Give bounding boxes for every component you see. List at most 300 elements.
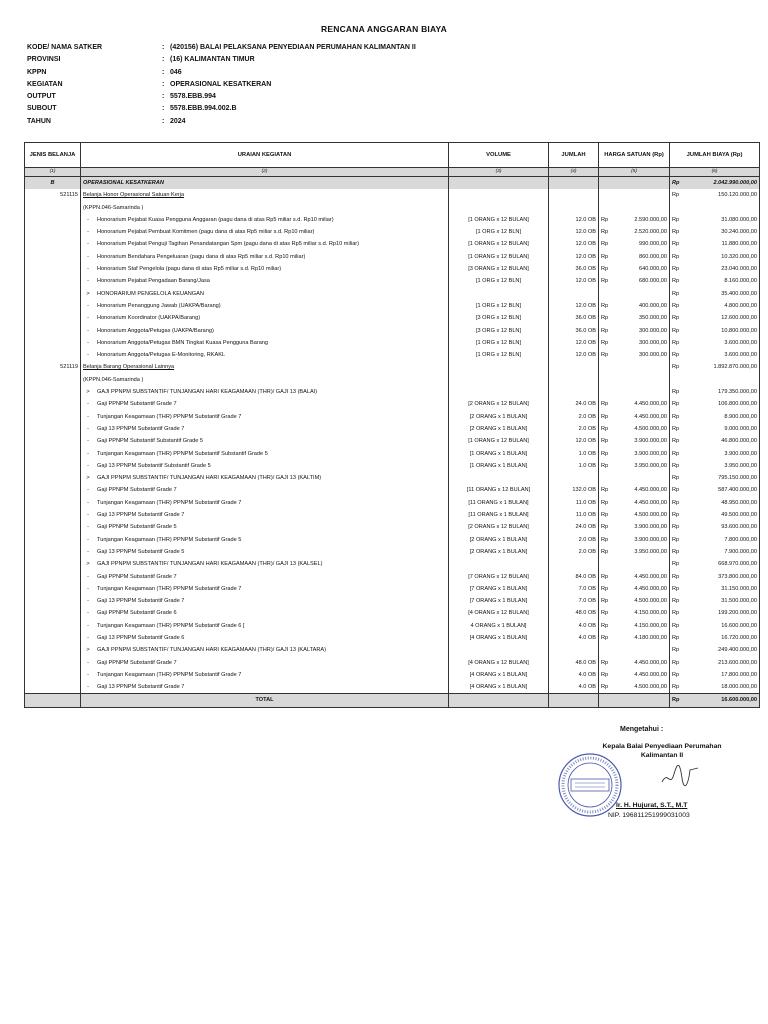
row-marker: > [86, 561, 90, 568]
row-code [25, 411, 81, 423]
table-row [25, 595, 760, 607]
row-description: - Tunjangan Keagamaan (THR) PPNPM Substantif Grade 7 [81, 411, 449, 423]
row-volume [449, 558, 549, 570]
row-marker: - [87, 634, 89, 641]
row-total-currency: Rp [670, 251, 684, 263]
row-total: 10.320.000,00 [684, 251, 760, 263]
row-description: - Gaji PPNPM Substantif Grade 7 [81, 484, 449, 496]
row-total: 16.600.000,00 [684, 620, 760, 632]
row-description: (KPPN.046-Samarinda ) [81, 202, 449, 214]
row-quantity: 1.0 OB [549, 460, 599, 472]
row-code [25, 214, 81, 226]
row-unit-price [613, 558, 670, 570]
row-description: - Tunjangan Keagamaan (THR) PPNPM Substantif Grade 7 [81, 669, 449, 681]
row-total-currency: Rp [670, 644, 684, 656]
row-total-currency [670, 202, 684, 214]
row-volume: [4 ORANG x 12 BULAN] [449, 657, 549, 669]
row-code [25, 558, 81, 570]
row-unit-price: 4.150.000,00 [613, 620, 670, 632]
row-volume [449, 189, 549, 201]
row-description: - Honorarium Anggota/Petugas E-Monitoring, RKAKL [81, 349, 449, 361]
row-volume: [1 ORG x 12 BLN] [449, 349, 549, 361]
row-marker: > [86, 290, 90, 297]
row-unit-price: 4.450.000,00 [613, 484, 670, 496]
row-total: 3.950.000,00 [684, 460, 760, 472]
row-volume: [1 ORANG x 12 BULAN] [449, 251, 549, 263]
row-volume: [1 ORG x 12 BLN] [449, 275, 549, 287]
row-description: - Gaji 13 PPNPM Substantif Grade 7 [81, 509, 449, 521]
row-unit-price: 640.000,00 [613, 263, 670, 275]
meta-row [27, 54, 416, 66]
row-total-currency: Rp [670, 177, 684, 190]
row-marker: - [87, 229, 89, 236]
row-total-currency: Rp [670, 288, 684, 300]
row-volume [449, 202, 549, 214]
row-marker: - [87, 671, 89, 678]
row-total: 31.500.000,00 [684, 595, 760, 607]
row-price-currency: Rp [599, 214, 613, 226]
row-description: - Gaji 13 PPNPM Substantif Grade 5 [81, 546, 449, 558]
row-quantity: 12.0 OB [549, 435, 599, 447]
row-code [25, 226, 81, 238]
row-volume [449, 644, 549, 656]
row-volume: [4 ORANG x 1 BULAN] [449, 669, 549, 681]
row-description: OPERASIONAL KESATKERAN [81, 177, 449, 190]
meta-key: PROVINSI [27, 56, 61, 64]
column-number: (4) [549, 168, 599, 177]
row-description: - Gaji PPNPM Substantif Grade 7 [81, 398, 449, 410]
table-row [25, 571, 760, 583]
row-total: 48.950.000,00 [684, 497, 760, 509]
meta-colon: : [162, 117, 165, 125]
row-price-currency: Rp [599, 669, 613, 681]
row-price-currency: Rp [599, 484, 613, 496]
row-code [25, 337, 81, 349]
row-code [25, 423, 81, 435]
row-volume: [1 ORANG x 1 BULAN] [449, 448, 549, 460]
row-code [25, 497, 81, 509]
row-description: - Gaji 13 PPNPM Substantif Grade 7 [81, 681, 449, 694]
row-unit-price: 300.000,00 [613, 349, 670, 361]
row-marker: - [87, 339, 89, 346]
row-total: 1.892.870.000,00 [684, 361, 760, 373]
row-total [684, 202, 760, 214]
row-marker: - [87, 216, 89, 223]
row-description: - Honorarium Staf Pengelola (pagu dana di atas Rp5 miliar s.d. Rp10 miliar) [81, 263, 449, 275]
signer-name: Ir. H. Hujurat, S.T., M.T [616, 802, 688, 809]
row-quantity: 12.0 OB [549, 337, 599, 349]
row-price-currency [599, 288, 613, 300]
row-unit-price [613, 189, 670, 201]
row-unit-price: 350.000,00 [613, 312, 670, 324]
row-price-currency: Rp [599, 251, 613, 263]
row-total: 668.970.000,00 [684, 558, 760, 570]
row-quantity: 4.0 OB [549, 669, 599, 681]
meta-value: OPERASIONAL KESATKERAN [170, 80, 272, 88]
row-total: 11.880.000,00 [684, 238, 760, 250]
row-unit-price [613, 386, 670, 398]
row-description: - Tunjangan Keagamaan (THR) PPNPM Substantif Grade 5 [81, 534, 449, 546]
row-quantity: 7.0 OB [549, 595, 599, 607]
row-marker: - [87, 573, 89, 580]
row-volume: [2 ORANG x 1 BULAN] [449, 534, 549, 546]
row-code [25, 275, 81, 287]
row-code [25, 325, 81, 337]
row-total-currency: Rp [670, 361, 684, 373]
row-price-currency: Rp [599, 681, 613, 694]
row-volume [449, 288, 549, 300]
row-description: - Gaji PPNPM Substantif Grade 7 [81, 571, 449, 583]
table-row [25, 448, 760, 460]
row-unit-price: 3.900.000,00 [613, 521, 670, 533]
row-description: - Gaji PPNPM Substantif Grade 5 [81, 521, 449, 533]
row-total-currency [670, 374, 684, 386]
row-marker: - [87, 622, 89, 629]
row-price-currency: Rp [599, 275, 613, 287]
meta-key: SUBOUT [27, 105, 57, 113]
row-volume: [11 ORANG x 12 BULAN] [449, 484, 549, 496]
meta-colon: : [162, 68, 165, 76]
row-unit-price: 3.900.000,00 [613, 534, 670, 546]
signer-position: Kepala Balai Penyediaan Perumahan Kalimantan II [602, 743, 722, 759]
row-description: > GAJI PPNPM SUBSTANTIF/ TUNJANGAN HARI KEAGAMAAN (THR)/ GAJI 13 (KALTIM) [81, 472, 449, 484]
row-description: - Tunjangan Keagamaan (THR) PPNPM Substantif Grade 6 [ [81, 620, 449, 632]
row-unit-price: 3.950.000,00 [613, 546, 670, 558]
row-price-currency [599, 558, 613, 570]
table-row [25, 325, 760, 337]
row-price-currency: Rp [599, 448, 613, 460]
meta-row [27, 103, 416, 115]
row-volume: [3 ORG x 12 BLN] [449, 312, 549, 324]
row-total-currency: Rp [670, 275, 684, 287]
table-row [25, 214, 760, 226]
table-row [25, 657, 760, 669]
row-quantity: 4.0 OB [549, 632, 599, 644]
row-volume [449, 386, 549, 398]
row-price-currency [599, 177, 613, 190]
row-description: - Tunjangan Keagamaan (THR) PPNPM Substantif Grade 7 [81, 583, 449, 595]
meta-colon: : [162, 56, 165, 64]
row-volume: [1 ORG x 12 BLN] [449, 300, 549, 312]
row-total-currency: Rp [670, 448, 684, 460]
table-row [25, 263, 760, 275]
table-row [25, 398, 760, 410]
document-title: RENCANA ANGGARAN BIAYA [321, 24, 447, 34]
row-description: - Gaji 13 PPNPM Substantif Grade 6 [81, 632, 449, 644]
row-quantity: 4.0 OB [549, 681, 599, 694]
table-row [25, 238, 760, 250]
row-price-currency: Rp [599, 411, 613, 423]
row-volume [449, 374, 549, 386]
row-marker: - [87, 487, 89, 494]
table-row [25, 226, 760, 238]
row-marker: - [87, 401, 89, 408]
row-description: > GAJI PPNPM SUBSTANTIF/ TUNJANGAN HARI KEAGAMAAN (THR)/ GAJI 13 (KALTARA) [81, 644, 449, 656]
row-marker: - [87, 499, 89, 506]
column-number: (5) [599, 168, 670, 177]
meta-key: KEGIATAN [27, 80, 63, 88]
row-total-currency: Rp [670, 632, 684, 644]
row-marker: - [87, 241, 89, 248]
row-total [684, 374, 760, 386]
row-quantity: 12.0 OB [549, 251, 599, 263]
table-row [25, 669, 760, 681]
row-marker: - [87, 585, 89, 592]
row-total: 7.800.000,00 [684, 534, 760, 546]
row-description: - Honorarium Pejabat Pengadaan Barang/Jasa [81, 275, 449, 287]
row-volume: [2 ORANG x 12 BULAN] [449, 398, 549, 410]
meta-colon: : [162, 105, 165, 113]
row-quantity: 12.0 OB [549, 349, 599, 361]
row-quantity: 24.0 OB [549, 398, 599, 410]
row-volume: [3 ORG x 12 BLN] [449, 325, 549, 337]
row-price-currency: Rp [599, 460, 613, 472]
table-row [25, 435, 760, 447]
row-total-currency: Rp [670, 349, 684, 361]
table-row [25, 484, 760, 496]
row-unit-price: 680.000,00 [613, 275, 670, 287]
row-unit-price: 4.500.000,00 [613, 595, 670, 607]
row-code [25, 263, 81, 275]
row-code: 521115 [25, 189, 81, 201]
row-total-currency: Rp [670, 583, 684, 595]
row-unit-price: 4.500.000,00 [613, 681, 670, 694]
row-quantity: 12.0 OB [549, 214, 599, 226]
row-unit-price: 2.590.000,00 [613, 214, 670, 226]
row-price-currency: Rp [599, 546, 613, 558]
meta-row [27, 67, 416, 79]
table-row [25, 521, 760, 533]
row-quantity: 2.0 OB [549, 423, 599, 435]
row-price-currency [599, 472, 613, 484]
row-total-currency: Rp [670, 595, 684, 607]
meta-row [27, 91, 416, 103]
row-unit-price: 4.450.000,00 [613, 571, 670, 583]
row-total-currency: Rp [670, 300, 684, 312]
row-unit-price [613, 361, 670, 373]
row-quantity [549, 361, 599, 373]
row-quantity: 24.0 OB [549, 521, 599, 533]
row-description: - Gaji 13 PPNPM Substantif Grade 7 [81, 595, 449, 607]
row-unit-price: 2.520.000,00 [613, 226, 670, 238]
account-row [25, 189, 760, 201]
row-marker: > [86, 389, 90, 396]
row-total: 150.120.000,00 [684, 189, 760, 201]
table-row [25, 275, 760, 287]
table-row [25, 472, 760, 484]
row-volume: [2 ORANG x 12 BULAN] [449, 521, 549, 533]
row-description: - Honorarium Anggota/Petugas (UAKPA/Barang) [81, 325, 449, 337]
meta-key: TAHUN [27, 117, 51, 125]
meta-row [27, 116, 416, 128]
row-price-currency: Rp [599, 423, 613, 435]
meta-row [27, 42, 416, 54]
meta-key: KODE/ NAMA SATKER [27, 44, 103, 51]
row-description: - Honorarium Bendahara Pengeluaran (pagu dana di atas Rp5 miliar s.d. Rp10 miliar) [81, 251, 449, 263]
table-row [25, 681, 760, 694]
row-unit-price [613, 644, 670, 656]
row-code [25, 669, 81, 681]
row-code [25, 374, 81, 386]
row-total: 8.900.000,00 [684, 411, 760, 423]
row-volume: [3 ORANG x 12 BULAN] [449, 263, 549, 275]
table-row [25, 534, 760, 546]
row-total-currency: Rp [670, 546, 684, 558]
row-total: 35.400.000,00 [684, 288, 760, 300]
row-total: 30.240.000,00 [684, 226, 760, 238]
row-unit-price: 3.900.000,00 [613, 435, 670, 447]
row-marker: - [87, 253, 89, 260]
row-total: 9.000.000,00 [684, 423, 760, 435]
row-price-currency: Rp [599, 583, 613, 595]
row-marker: - [87, 413, 89, 420]
row-code [25, 288, 81, 300]
row-quantity: 12.0 OB [549, 226, 599, 238]
row-total: 106.800.000,00 [684, 398, 760, 410]
row-unit-price: 4.450.000,00 [613, 398, 670, 410]
row-code [25, 251, 81, 263]
row-code: 521119 [25, 361, 81, 373]
table-row [25, 288, 760, 300]
location-row [25, 202, 760, 214]
table-row [25, 251, 760, 263]
row-volume: [4 ORANG x 1 BULAN] [449, 681, 549, 694]
row-code [25, 448, 81, 460]
header-jumlah-biaya: JUMLAH BIAYA (Rp) [670, 143, 760, 168]
table-row [25, 423, 760, 435]
row-total: 16.720.000,00 [684, 632, 760, 644]
row-total: 31.080.000,00 [684, 214, 760, 226]
row-quantity [549, 288, 599, 300]
meta-key: KPPN [27, 68, 47, 76]
row-unit-price: 990.000,00 [613, 238, 670, 250]
row-volume: [2 ORANG x 1 BULAN] [449, 411, 549, 423]
row-description: - Gaji PPNPM Substantif Substantif Grade 5 [81, 435, 449, 447]
row-volume [449, 361, 549, 373]
row-description: Belanja Honor Operasional Satuan Kerja [81, 189, 449, 201]
row-quantity: 132.0 OB [549, 484, 599, 496]
row-unit-price: 4.450.000,00 [613, 497, 670, 509]
signer-nip: NIP. 196811251999031003 [608, 812, 690, 819]
row-quantity: 7.0 OB [549, 583, 599, 595]
row-marker: - [87, 352, 89, 359]
row-code [25, 620, 81, 632]
row-code [25, 644, 81, 656]
row-quantity: 12.0 OB [549, 238, 599, 250]
row-total-currency: Rp [670, 263, 684, 275]
row-total: 23.040.000,00 [684, 263, 760, 275]
row-quantity: 4.0 OB [549, 620, 599, 632]
location-row [25, 374, 760, 386]
table-row [25, 583, 760, 595]
row-marker: > [86, 647, 90, 654]
row-description: - Gaji PPNPM Substantif Grade 6 [81, 607, 449, 619]
row-total-currency: Rp [670, 435, 684, 447]
row-price-currency [599, 202, 613, 214]
row-total-currency: Rp [670, 681, 684, 694]
meta-block [27, 42, 416, 128]
row-total: 179.350.000,00 [684, 386, 760, 398]
row-code [25, 349, 81, 361]
row-unit-price [613, 177, 670, 190]
row-total: 4.800.000,00 [684, 300, 760, 312]
row-quantity: 11.0 OB [549, 509, 599, 521]
row-marker: - [87, 302, 89, 309]
row-price-currency: Rp [599, 263, 613, 275]
budget-table [24, 142, 760, 708]
row-volume: [2 ORANG x 1 BULAN] [449, 546, 549, 558]
row-volume: 4 ORANG x 1 BULAN] [449, 620, 549, 632]
row-marker: - [87, 315, 89, 322]
row-code [25, 386, 81, 398]
table-row [25, 546, 760, 558]
row-quantity: 84.0 OB [549, 571, 599, 583]
row-total-currency: Rp [670, 657, 684, 669]
row-description: - Honorarium Koordinator (UAKPA/Barang) [81, 312, 449, 324]
row-quantity: 2.0 OB [549, 534, 599, 546]
row-total-currency: Rp [670, 189, 684, 201]
row-description: - Honorarium Pejabat Penguji Tagihan Penandatangan Spm (pagu dana di atas Rp5 miliar s.d. Rp10 miliar) [81, 238, 449, 250]
row-unit-price: 400.000,00 [613, 300, 670, 312]
row-total-currency: Rp [670, 521, 684, 533]
row-price-currency: Rp [599, 632, 613, 644]
row-unit-price: 300.000,00 [613, 337, 670, 349]
row-code [25, 681, 81, 694]
row-total-currency: Rp [670, 226, 684, 238]
row-volume: [7 ORANG x 12 BULAN] [449, 571, 549, 583]
row-description: > GAJI PPNPM SUBSTANTIF/ TUNJANGAN HARI KEAGAMAAN (THR)/ GAJI 13 (KALSEL) [81, 558, 449, 570]
row-price-currency [599, 644, 613, 656]
row-marker: - [87, 548, 89, 555]
meta-colon: : [162, 80, 165, 88]
row-price-currency: Rp [599, 238, 613, 250]
row-code [25, 312, 81, 324]
signature-scribble-icon [660, 760, 700, 790]
row-price-currency: Rp [599, 521, 613, 533]
row-total-currency: Rp [670, 214, 684, 226]
table-row [25, 620, 760, 632]
row-total-currency: Rp [670, 620, 684, 632]
row-description: - Honorarium Pejabat Pembuat Komitmen (pagu dana di atas Rp5 miliar s.d. Rp10 miliar) [81, 226, 449, 238]
row-marker: - [87, 684, 89, 691]
table-row [25, 460, 760, 472]
row-price-currency: Rp [599, 595, 613, 607]
row-unit-price: 4.500.000,00 [613, 509, 670, 521]
row-description: - Tunjangan Keagamaan (THR) PPNPM Substantif Grade 7 [81, 497, 449, 509]
row-price-currency: Rp [599, 337, 613, 349]
row-description: - Gaji 13 PPNPM Substantif Substantif Grade 5 [81, 460, 449, 472]
row-description: (KPPN.046-Samarinda ) [81, 374, 449, 386]
row-total: 46.800.000,00 [684, 435, 760, 447]
row-code [25, 657, 81, 669]
row-code [25, 300, 81, 312]
column-number: (6) [670, 168, 760, 177]
row-unit-price [613, 202, 670, 214]
row-total: 3.900.000,00 [684, 448, 760, 460]
row-price-currency: Rp [599, 657, 613, 669]
row-volume: [1 ORANG x 12 BULAN] [449, 238, 549, 250]
meta-value: 5578.EBB.994.002.B [170, 105, 237, 113]
row-unit-price: 300.000,00 [613, 325, 670, 337]
row-volume: [11 ORANG x 1 BULAN] [449, 509, 549, 521]
row-quantity [549, 644, 599, 656]
row-price-currency: Rp [599, 497, 613, 509]
row-price-currency [599, 361, 613, 373]
row-unit-price: 4.450.000,00 [613, 583, 670, 595]
row-volume [449, 472, 549, 484]
row-description: - Honorarium Pejabat Kuasa Pengguna Anggaran (pagu dana di atas Rp5 miliar s.d. Rp10 miliar) [81, 214, 449, 226]
row-price-currency: Rp [599, 312, 613, 324]
